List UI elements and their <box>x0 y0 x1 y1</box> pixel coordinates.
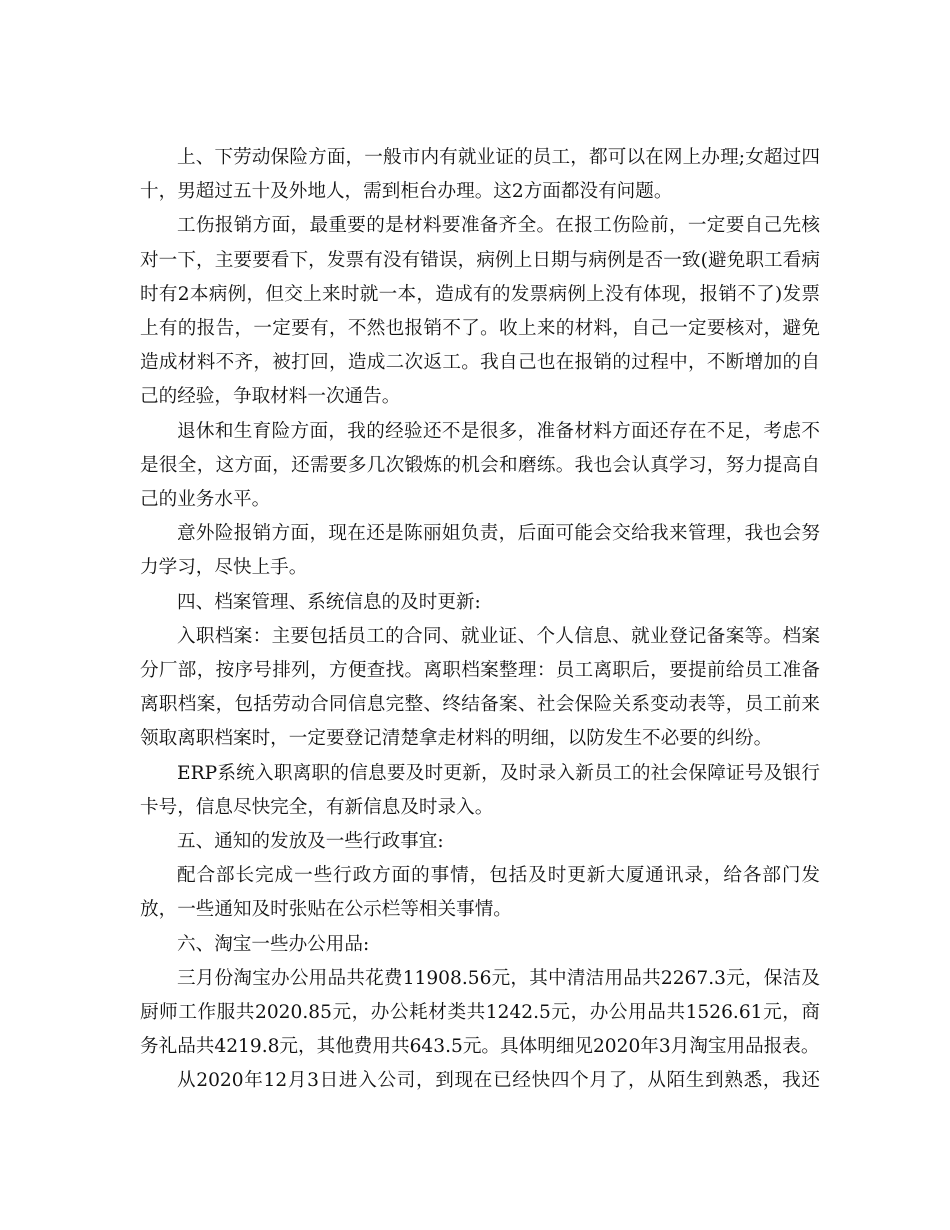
paragraph-closing-partial: 从2020年12月3日进入公司，到现在已经快四个月了，从陌生到熟悉，我还 <box>177 1070 820 1092</box>
document-body <box>140 141 820 1099</box>
section-heading-notices: 五、通知的发放及一些行政事宜: <box>177 831 444 853</box>
paragraph-retirement-maternity-insurance: 退休和生育险方面，我的经验还不是很多，准备材料方面还存在不足，考虑不是很全，这方面，还需要多几次锻炼的机会和磨练。我也会认真学习，努力提高自己的业务水平。 <box>140 420 820 511</box>
paragraph-employee-archives: 入职档案：主要包括员工的合同、就业证、个人信息、就业登记备案等。档案分厂部，按序号排列，方便查找。离职档案整理：员工离职后，要提前给员工准备离职档案，包括劳动合同信息完整、终结备案、社会保险关系变动表等，员工前来领取离职档案时，一定要登记清楚拿走材料的明细，以防发生不必要的纠纷。 <box>140 625 820 750</box>
paragraph-labor-insurance: 上、下劳动保险方面，一般市内有就业证的员工，都可以在网上办理;女超过四十，男超过五十及外地人，需到柜台办理。这2方面都没有问题。 <box>140 147 820 203</box>
section-heading-office-supplies: 六、淘宝一些办公用品: <box>177 933 370 955</box>
paragraph-office-supplies-costs: 三月份淘宝办公用品共花费11908.56元，其中清洁用品共2267.3元，保洁及厨师工作服共2020.85元，办公耗材类共1242.5元，办公用品共1526.61元，商务礼品共4219.8元，其他费用共643.5元。具体明细见2020年3月淘宝用品报表。 <box>140 967 820 1058</box>
paragraph-erp-system: ERP系统入职离职的信息要及时更新，及时录入新员工的社会保障证号及银行卡号，信息尽快完全，有新信息及时录入。 <box>140 762 820 818</box>
paragraph-accident-insurance: 意外险报销方面，现在还是陈丽姐负责，后面可能会交给我来管理，我也会努力学习，尽快上手。 <box>140 523 820 579</box>
paragraph-administrative-tasks: 配合部长完成一些行政方面的事情，包括及时更新大厦通讯录，给各部门发放，一些通知及时张贴在公示栏等相关事情。 <box>140 865 820 921</box>
paragraph-work-injury-reimbursement: 工伤报销方面，最重要的是材料要准备齐全。在报工伤险前，一定要自己先核对一下，主要要看下，发票有没有错误，病例上日期与病例是否一致(避免职工看病时有2本病例，但交上来时就一本，造成有的发票病例上没有体现，报销不了)发票上有的报告，一定要有，不然也报销不了。收上来的材料，自己一定要核对，避免造成材料不齐，被打回，造成二次返工。我自己也在报销的过程中，不断增加的自己的经验，争取材料一次通告。 <box>140 215 820 408</box>
section-heading-archives: 四、档案管理、系统信息的及时更新: <box>177 591 481 613</box>
